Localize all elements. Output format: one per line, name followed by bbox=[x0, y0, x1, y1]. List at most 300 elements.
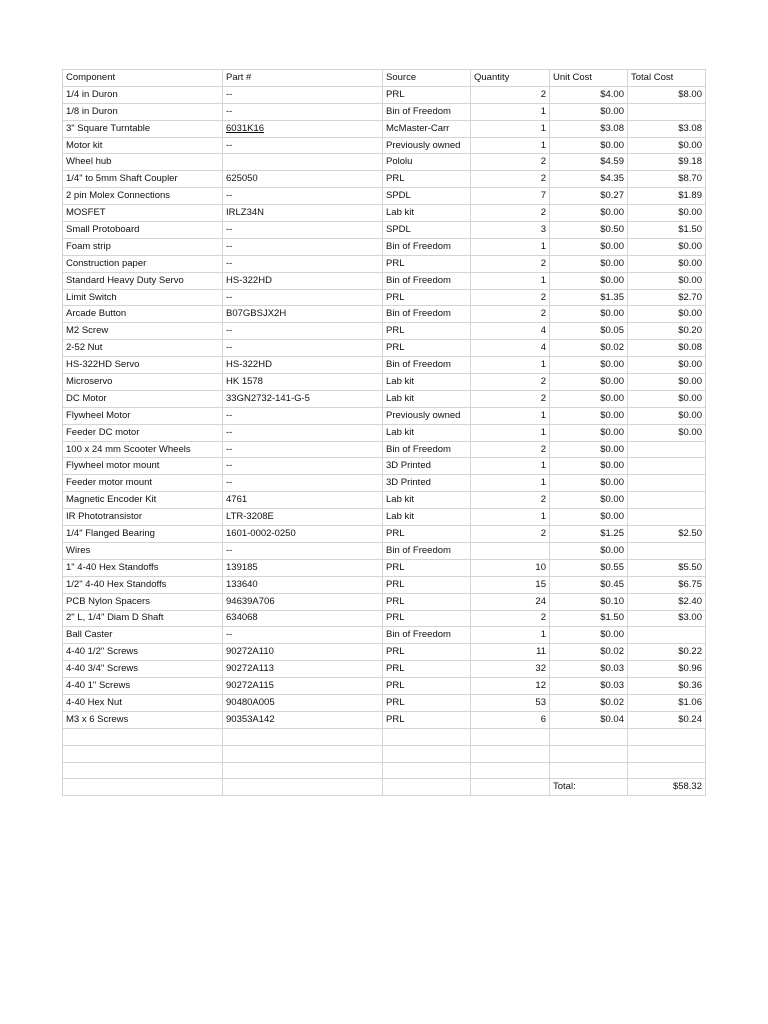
cell-source[interactable]: Bin of Freedom bbox=[383, 306, 471, 323]
cell-component[interactable]: Magnetic Encoder Kit bbox=[63, 492, 223, 509]
cell-total-cost[interactable]: $6.75 bbox=[628, 576, 706, 593]
cell-quantity[interactable]: 2 bbox=[471, 306, 550, 323]
cell-unit-cost[interactable]: $0.00 bbox=[550, 441, 628, 458]
cell[interactable] bbox=[383, 762, 471, 779]
cell-unit-cost[interactable]: $0.00 bbox=[550, 424, 628, 441]
cell-unit-cost[interactable]: $0.00 bbox=[550, 306, 628, 323]
cell-total-cost[interactable]: $2.70 bbox=[628, 289, 706, 306]
cell-component[interactable]: MOSFET bbox=[63, 205, 223, 222]
cell-source[interactable]: SPDL bbox=[383, 222, 471, 239]
cell-component[interactable]: Microservo bbox=[63, 374, 223, 391]
cell-source[interactable]: PRL bbox=[383, 86, 471, 103]
table-row bbox=[63, 306, 706, 323]
cell-source[interactable]: Lab kit bbox=[383, 205, 471, 222]
cell-unit-cost[interactable]: $0.45 bbox=[550, 576, 628, 593]
total-value[interactable]: $58.32 bbox=[628, 779, 706, 796]
cell-component[interactable]: 4-40 3/4" Screws bbox=[63, 661, 223, 678]
cell-component[interactable]: 1/4 in Duron bbox=[63, 86, 223, 103]
cell-source[interactable]: SPDL bbox=[383, 188, 471, 205]
cell-unit-cost[interactable]: $1.50 bbox=[550, 610, 628, 627]
cell-quantity[interactable]: 32 bbox=[471, 661, 550, 678]
cell[interactable] bbox=[471, 728, 550, 745]
cell-total-cost[interactable]: $0.24 bbox=[628, 711, 706, 728]
cell-source[interactable]: PRL bbox=[383, 644, 471, 661]
cell-source[interactable]: Lab kit bbox=[383, 390, 471, 407]
cell-total-cost[interactable]: $0.00 bbox=[628, 357, 706, 374]
cell-part-number[interactable]: -- bbox=[223, 86, 383, 103]
table-row bbox=[63, 407, 706, 424]
cell-source[interactable]: PRL bbox=[383, 694, 471, 711]
cell-part-number[interactable]: HS-322HD bbox=[223, 272, 383, 289]
cell-component[interactable]: M2 Screw bbox=[63, 323, 223, 340]
cell-quantity[interactable]: 2 bbox=[471, 205, 550, 222]
cell-component[interactable]: 100 x 24 mm Scooter Wheels bbox=[63, 441, 223, 458]
table-row bbox=[63, 255, 706, 272]
empty-row bbox=[63, 745, 706, 762]
cell-source[interactable]: PRL bbox=[383, 593, 471, 610]
cell-total-cost[interactable]: $3.00 bbox=[628, 610, 706, 627]
cell-part-number[interactable]: -- bbox=[223, 407, 383, 424]
cell-quantity[interactable]: 24 bbox=[471, 593, 550, 610]
table-row bbox=[63, 458, 706, 475]
cell-quantity[interactable]: 2 bbox=[471, 390, 550, 407]
cell-total-cost[interactable]: $0.36 bbox=[628, 678, 706, 695]
cell[interactable] bbox=[471, 745, 550, 762]
cell-total-cost[interactable]: $2.40 bbox=[628, 593, 706, 610]
cell-component[interactable]: Foam strip bbox=[63, 238, 223, 255]
cell-unit-cost[interactable]: $0.50 bbox=[550, 222, 628, 239]
table-row bbox=[63, 188, 706, 205]
total-label[interactable]: Total: bbox=[550, 779, 628, 796]
cell-quantity[interactable]: 1 bbox=[471, 407, 550, 424]
cell-part-number[interactable]: 90272A113 bbox=[223, 661, 383, 678]
cell[interactable] bbox=[628, 762, 706, 779]
cell-unit-cost[interactable]: $0.55 bbox=[550, 559, 628, 576]
cell-total-cost[interactable]: $0.00 bbox=[628, 407, 706, 424]
cell-quantity[interactable]: 11 bbox=[471, 644, 550, 661]
cell-unit-cost[interactable]: $0.03 bbox=[550, 678, 628, 695]
header-row bbox=[63, 70, 706, 87]
cell-unit-cost[interactable]: $0.00 bbox=[550, 542, 628, 559]
cell-source[interactable]: Bin of Freedom bbox=[383, 627, 471, 644]
table-row bbox=[63, 711, 706, 728]
cell-unit-cost[interactable]: $0.02 bbox=[550, 694, 628, 711]
cell[interactable] bbox=[63, 745, 223, 762]
cell-part-number[interactable]: -- bbox=[223, 458, 383, 475]
cell-source[interactable]: Bin of Freedom bbox=[383, 542, 471, 559]
cell-component[interactable]: 1/4" to 5mm Shaft Coupler bbox=[63, 171, 223, 188]
cell[interactable] bbox=[223, 762, 383, 779]
cell-total-cost[interactable]: $0.00 bbox=[628, 272, 706, 289]
cell-total-cost[interactable] bbox=[628, 103, 706, 120]
cell-component[interactable]: Wheel hub bbox=[63, 154, 223, 171]
cell[interactable] bbox=[628, 745, 706, 762]
cell-part-number[interactable]: 133640 bbox=[223, 576, 383, 593]
cell-part-number[interactable]: IRLZ34N bbox=[223, 205, 383, 222]
table-row bbox=[63, 120, 706, 137]
header-source[interactable]: Source bbox=[383, 70, 471, 87]
cell-quantity[interactable]: 1 bbox=[471, 238, 550, 255]
table-row bbox=[63, 137, 706, 154]
cell-unit-cost[interactable]: $0.00 bbox=[550, 103, 628, 120]
cell-quantity[interactable]: 2 bbox=[471, 171, 550, 188]
cell[interactable] bbox=[383, 779, 471, 796]
cell-total-cost[interactable]: $1.89 bbox=[628, 188, 706, 205]
table-row bbox=[63, 492, 706, 509]
table-row bbox=[63, 103, 706, 120]
cell-part-number[interactable]: -- bbox=[223, 542, 383, 559]
cell-quantity[interactable]: 12 bbox=[471, 678, 550, 695]
cell-source[interactable]: PRL bbox=[383, 576, 471, 593]
cell-unit-cost[interactable]: $0.05 bbox=[550, 323, 628, 340]
cell-quantity[interactable]: 1 bbox=[471, 357, 550, 374]
cell-quantity[interactable] bbox=[471, 542, 550, 559]
cell-unit-cost[interactable]: $3.08 bbox=[550, 120, 628, 137]
cell[interactable] bbox=[383, 745, 471, 762]
cell-component[interactable]: Ball Caster bbox=[63, 627, 223, 644]
cell-part-number[interactable] bbox=[223, 154, 383, 171]
cell[interactable] bbox=[223, 728, 383, 745]
cell-unit-cost[interactable]: $0.00 bbox=[550, 238, 628, 255]
cell-unit-cost[interactable]: $0.00 bbox=[550, 357, 628, 374]
cell-source[interactable]: Lab kit bbox=[383, 509, 471, 526]
cell-component[interactable]: 4-40 1/2" Screws bbox=[63, 644, 223, 661]
cell-quantity[interactable]: 2 bbox=[471, 610, 550, 627]
cell-component[interactable]: HS-322HD Servo bbox=[63, 357, 223, 374]
cell-total-cost[interactable]: $0.00 bbox=[628, 424, 706, 441]
cell-part-number[interactable]: -- bbox=[223, 424, 383, 441]
cell-component[interactable]: Small Protoboard bbox=[63, 222, 223, 239]
table-row bbox=[63, 289, 706, 306]
header-part-number[interactable]: Part # bbox=[223, 70, 383, 87]
table-row bbox=[63, 357, 706, 374]
cell-source[interactable]: PRL bbox=[383, 171, 471, 188]
cell-part-number[interactable]: HK 1578 bbox=[223, 374, 383, 391]
table-row bbox=[63, 272, 706, 289]
cell-part-number[interactable]: -- bbox=[223, 222, 383, 239]
cell[interactable] bbox=[63, 779, 223, 796]
spreadsheet-table bbox=[62, 69, 706, 796]
table-row bbox=[63, 374, 706, 391]
cell-component[interactable]: 2" L, 1/4" Diam D Shaft bbox=[63, 610, 223, 627]
cell-total-cost[interactable]: $0.96 bbox=[628, 661, 706, 678]
cell-quantity[interactable]: 2 bbox=[471, 255, 550, 272]
cell[interactable] bbox=[223, 779, 383, 796]
cell-source[interactable]: PRL bbox=[383, 559, 471, 576]
cell[interactable] bbox=[223, 745, 383, 762]
cell-unit-cost[interactable]: $0.00 bbox=[550, 205, 628, 222]
cell-part-number[interactable]: 139185 bbox=[223, 559, 383, 576]
cell-part-number[interactable]: 6031K16 bbox=[223, 120, 383, 137]
cell-part-number[interactable]: B07GBSJX2H bbox=[223, 306, 383, 323]
cell-component[interactable]: IR Phototransistor bbox=[63, 509, 223, 526]
table-body bbox=[63, 86, 706, 779]
cell-unit-cost[interactable]: $1.25 bbox=[550, 526, 628, 543]
cell-part-number[interactable]: -- bbox=[223, 188, 383, 205]
cell-quantity[interactable]: 53 bbox=[471, 694, 550, 711]
cell-part-number[interactable]: 634068 bbox=[223, 610, 383, 627]
cell[interactable] bbox=[63, 762, 223, 779]
cell-component[interactable]: Feeder DC motor bbox=[63, 424, 223, 441]
cell-part-number[interactable]: -- bbox=[223, 289, 383, 306]
cell-source[interactable]: PRL bbox=[383, 711, 471, 728]
cell-quantity[interactable]: 1 bbox=[471, 627, 550, 644]
table-row bbox=[63, 340, 706, 357]
cell-component[interactable]: Flywheel motor mount bbox=[63, 458, 223, 475]
cell-part-number[interactable]: 4761 bbox=[223, 492, 383, 509]
cell-quantity[interactable]: 10 bbox=[471, 559, 550, 576]
table-row bbox=[63, 644, 706, 661]
cell-total-cost[interactable]: $0.20 bbox=[628, 323, 706, 340]
table-row bbox=[63, 222, 706, 239]
cell-total-cost[interactable]: $8.70 bbox=[628, 171, 706, 188]
cell-part-number[interactable]: -- bbox=[223, 340, 383, 357]
cell-component[interactable]: 1/4" Flanged Bearing bbox=[63, 526, 223, 543]
cell-component[interactable]: 1/8 in Duron bbox=[63, 103, 223, 120]
table-row bbox=[63, 593, 706, 610]
cell-component[interactable]: PCB Nylon Spacers bbox=[63, 593, 223, 610]
cell-part-number[interactable]: 94639A706 bbox=[223, 593, 383, 610]
cell-source[interactable]: Pololu bbox=[383, 154, 471, 171]
header-total-cost[interactable]: Total Cost bbox=[628, 70, 706, 87]
cell-quantity[interactable]: 1 bbox=[471, 120, 550, 137]
cell-unit-cost[interactable]: $0.00 bbox=[550, 255, 628, 272]
cell-source[interactable]: Previously owned bbox=[383, 137, 471, 154]
cell-unit-cost[interactable]: $4.00 bbox=[550, 86, 628, 103]
cell-unit-cost[interactable]: $4.59 bbox=[550, 154, 628, 171]
cell-component[interactable]: Flywheel Motor bbox=[63, 407, 223, 424]
table-row bbox=[63, 526, 706, 543]
cell[interactable] bbox=[383, 728, 471, 745]
cell-total-cost[interactable]: $0.00 bbox=[628, 255, 706, 272]
cell-component[interactable]: Standard Heavy Duty Servo bbox=[63, 272, 223, 289]
cell-unit-cost[interactable]: $0.00 bbox=[550, 407, 628, 424]
cell-component[interactable]: Construction paper bbox=[63, 255, 223, 272]
cell-part-number[interactable]: 90353A142 bbox=[223, 711, 383, 728]
table-row bbox=[63, 154, 706, 171]
cell-component[interactable]: DC Motor bbox=[63, 390, 223, 407]
cell-component[interactable]: 1/2" 4-40 Hex Standoffs bbox=[63, 576, 223, 593]
cell[interactable] bbox=[550, 745, 628, 762]
cell-total-cost[interactable] bbox=[628, 475, 706, 492]
cell[interactable] bbox=[550, 762, 628, 779]
cell-part-number[interactable]: 90272A110 bbox=[223, 644, 383, 661]
table-row bbox=[63, 542, 706, 559]
cell-quantity[interactable]: 15 bbox=[471, 576, 550, 593]
cell[interactable] bbox=[471, 779, 550, 796]
table-row bbox=[63, 627, 706, 644]
cell-quantity[interactable]: 2 bbox=[471, 374, 550, 391]
cell-source[interactable]: PRL bbox=[383, 340, 471, 357]
cell-total-cost[interactable] bbox=[628, 458, 706, 475]
cell-source[interactable]: Lab kit bbox=[383, 424, 471, 441]
cell-source[interactable]: PRL bbox=[383, 661, 471, 678]
cell-quantity[interactable]: 1 bbox=[471, 103, 550, 120]
table-row bbox=[63, 205, 706, 222]
cell-quantity[interactable]: 2 bbox=[471, 441, 550, 458]
table-row bbox=[63, 610, 706, 627]
cell-unit-cost[interactable]: $0.00 bbox=[550, 509, 628, 526]
header-unit-cost[interactable]: Unit Cost bbox=[550, 70, 628, 87]
cell-total-cost[interactable]: $0.00 bbox=[628, 137, 706, 154]
cell-quantity[interactable]: 1 bbox=[471, 475, 550, 492]
cell-source[interactable]: Previously owned bbox=[383, 407, 471, 424]
cell-source[interactable]: Bin of Freedom bbox=[383, 238, 471, 255]
table-row bbox=[63, 694, 706, 711]
table-row bbox=[63, 238, 706, 255]
cell-total-cost[interactable] bbox=[628, 542, 706, 559]
cell-part-number[interactable]: 33GN2732-141-G-5 bbox=[223, 390, 383, 407]
cell-unit-cost[interactable]: $0.00 bbox=[550, 475, 628, 492]
cell-quantity[interactable]: 7 bbox=[471, 188, 550, 205]
cell-total-cost[interactable]: $0.22 bbox=[628, 644, 706, 661]
cell-unit-cost[interactable]: $0.00 bbox=[550, 374, 628, 391]
cell-component[interactable]: Wires bbox=[63, 542, 223, 559]
cell-source[interactable]: PRL bbox=[383, 323, 471, 340]
cell-part-number[interactable]: 90480A005 bbox=[223, 694, 383, 711]
cell-unit-cost[interactable]: $1.35 bbox=[550, 289, 628, 306]
cell-total-cost[interactable] bbox=[628, 509, 706, 526]
cell-source[interactable]: PRL bbox=[383, 678, 471, 695]
cell-source[interactable]: PRL bbox=[383, 289, 471, 306]
cell-unit-cost[interactable]: $0.27 bbox=[550, 188, 628, 205]
cell-component[interactable]: 4-40 Hex Nut bbox=[63, 694, 223, 711]
cell-unit-cost[interactable]: $4.35 bbox=[550, 171, 628, 188]
cell-component[interactable]: 2 pin Molex Connections bbox=[63, 188, 223, 205]
cell-part-number[interactable]: 1601-0002-0250 bbox=[223, 526, 383, 543]
cell-source[interactable]: Bin of Freedom bbox=[383, 103, 471, 120]
cell-quantity[interactable]: 1 bbox=[471, 458, 550, 475]
cell-component[interactable]: M3 x 6 Screws bbox=[63, 711, 223, 728]
table-row bbox=[63, 441, 706, 458]
cell-source[interactable]: Bin of Freedom bbox=[383, 441, 471, 458]
table-row bbox=[63, 424, 706, 441]
cell-source[interactable]: Bin of Freedom bbox=[383, 357, 471, 374]
cell-source[interactable]: PRL bbox=[383, 526, 471, 543]
cell-component[interactable]: 3" Square Turntable bbox=[63, 120, 223, 137]
cell-total-cost[interactable] bbox=[628, 492, 706, 509]
cell-quantity[interactable]: 1 bbox=[471, 509, 550, 526]
empty-row bbox=[63, 728, 706, 745]
cell-source[interactable]: McMaster-Carr bbox=[383, 120, 471, 137]
cell-quantity[interactable]: 2 bbox=[471, 154, 550, 171]
cell-unit-cost[interactable]: $0.00 bbox=[550, 458, 628, 475]
cell-total-cost[interactable]: $5.50 bbox=[628, 559, 706, 576]
cell-total-cost[interactable]: $0.00 bbox=[628, 238, 706, 255]
cell-part-number[interactable]: LTR-3208E bbox=[223, 509, 383, 526]
cell-part-number[interactable]: 90272A115 bbox=[223, 678, 383, 695]
table-row bbox=[63, 576, 706, 593]
cell-unit-cost[interactable]: $0.00 bbox=[550, 492, 628, 509]
cell-quantity[interactable]: 2 bbox=[471, 526, 550, 543]
cell-unit-cost[interactable]: $0.03 bbox=[550, 661, 628, 678]
cell-total-cost[interactable]: $0.00 bbox=[628, 390, 706, 407]
cell-part-number[interactable]: -- bbox=[223, 238, 383, 255]
cell-unit-cost[interactable]: $0.00 bbox=[550, 272, 628, 289]
cell-quantity[interactable]: 2 bbox=[471, 86, 550, 103]
cell-quantity[interactable]: 1 bbox=[471, 424, 550, 441]
cell-part-number[interactable]: -- bbox=[223, 627, 383, 644]
cell-source[interactable]: Lab kit bbox=[383, 492, 471, 509]
cell-total-cost[interactable]: $1.50 bbox=[628, 222, 706, 239]
cell-component[interactable]: Limit Switch bbox=[63, 289, 223, 306]
cell-part-number[interactable]: HS-322HD bbox=[223, 357, 383, 374]
table-row bbox=[63, 390, 706, 407]
cell-unit-cost[interactable]: $0.10 bbox=[550, 593, 628, 610]
cell-total-cost[interactable] bbox=[628, 441, 706, 458]
cell-total-cost[interactable]: $0.08 bbox=[628, 340, 706, 357]
empty-row bbox=[63, 762, 706, 779]
cell-source[interactable]: Bin of Freedom bbox=[383, 272, 471, 289]
cell-component[interactable]: 4-40 1" Screws bbox=[63, 678, 223, 695]
cell-total-cost[interactable]: $8.00 bbox=[628, 86, 706, 103]
cell[interactable] bbox=[628, 728, 706, 745]
cell-component[interactable]: Feeder motor mount bbox=[63, 475, 223, 492]
cell-part-number[interactable]: -- bbox=[223, 103, 383, 120]
cell-total-cost[interactable]: $0.00 bbox=[628, 205, 706, 222]
cell-component[interactable]: Arcade Button bbox=[63, 306, 223, 323]
cell-part-number[interactable]: 625050 bbox=[223, 171, 383, 188]
cell-quantity[interactable]: 1 bbox=[471, 272, 550, 289]
cell-part-number[interactable]: -- bbox=[223, 475, 383, 492]
cell-unit-cost[interactable]: $0.00 bbox=[550, 627, 628, 644]
cell-source[interactable]: 3D Printed bbox=[383, 475, 471, 492]
cell-part-number[interactable]: -- bbox=[223, 441, 383, 458]
cell-total-cost[interactable]: $3.08 bbox=[628, 120, 706, 137]
cell-unit-cost[interactable]: $0.00 bbox=[550, 390, 628, 407]
cell-unit-cost[interactable]: $0.04 bbox=[550, 711, 628, 728]
cell-total-cost[interactable] bbox=[628, 627, 706, 644]
cell-unit-cost[interactable]: $0.02 bbox=[550, 644, 628, 661]
cell-quantity[interactable]: 4 bbox=[471, 340, 550, 357]
cell-quantity[interactable]: 4 bbox=[471, 323, 550, 340]
header-quantity[interactable]: Quantity bbox=[471, 70, 550, 87]
cell-part-number[interactable]: -- bbox=[223, 255, 383, 272]
cell-quantity[interactable]: 1 bbox=[471, 137, 550, 154]
cell-total-cost[interactable]: $1.06 bbox=[628, 694, 706, 711]
cell[interactable] bbox=[471, 762, 550, 779]
cell-component[interactable]: 2-52 Nut bbox=[63, 340, 223, 357]
header-component[interactable]: Component bbox=[63, 70, 223, 87]
table-row bbox=[63, 86, 706, 103]
cell-unit-cost[interactable]: $0.00 bbox=[550, 137, 628, 154]
cell-source[interactable]: PRL bbox=[383, 610, 471, 627]
cell[interactable] bbox=[63, 728, 223, 745]
cell-source[interactable]: Lab kit bbox=[383, 374, 471, 391]
table-row bbox=[63, 475, 706, 492]
cell-total-cost[interactable]: $9.18 bbox=[628, 154, 706, 171]
cell-quantity[interactable]: 3 bbox=[471, 222, 550, 239]
cell-unit-cost[interactable]: $0.02 bbox=[550, 340, 628, 357]
cell-part-number[interactable]: -- bbox=[223, 137, 383, 154]
table-row bbox=[63, 661, 706, 678]
cell-quantity[interactable]: 2 bbox=[471, 289, 550, 306]
cell-total-cost[interactable]: $0.00 bbox=[628, 306, 706, 323]
cell-component[interactable]: Motor kit bbox=[63, 137, 223, 154]
table-row bbox=[63, 171, 706, 188]
cell-source[interactable]: 3D Printed bbox=[383, 458, 471, 475]
cell-quantity[interactable]: 2 bbox=[471, 492, 550, 509]
cell-total-cost[interactable]: $0.00 bbox=[628, 374, 706, 391]
cell-total-cost[interactable]: $2.50 bbox=[628, 526, 706, 543]
cell[interactable] bbox=[550, 728, 628, 745]
table-row bbox=[63, 678, 706, 695]
cell-quantity[interactable]: 6 bbox=[471, 711, 550, 728]
cell-part-number[interactable]: -- bbox=[223, 323, 383, 340]
table-row bbox=[63, 323, 706, 340]
cell-source[interactable]: PRL bbox=[383, 255, 471, 272]
cell-component[interactable]: 1" 4-40 Hex Standoffs bbox=[63, 559, 223, 576]
